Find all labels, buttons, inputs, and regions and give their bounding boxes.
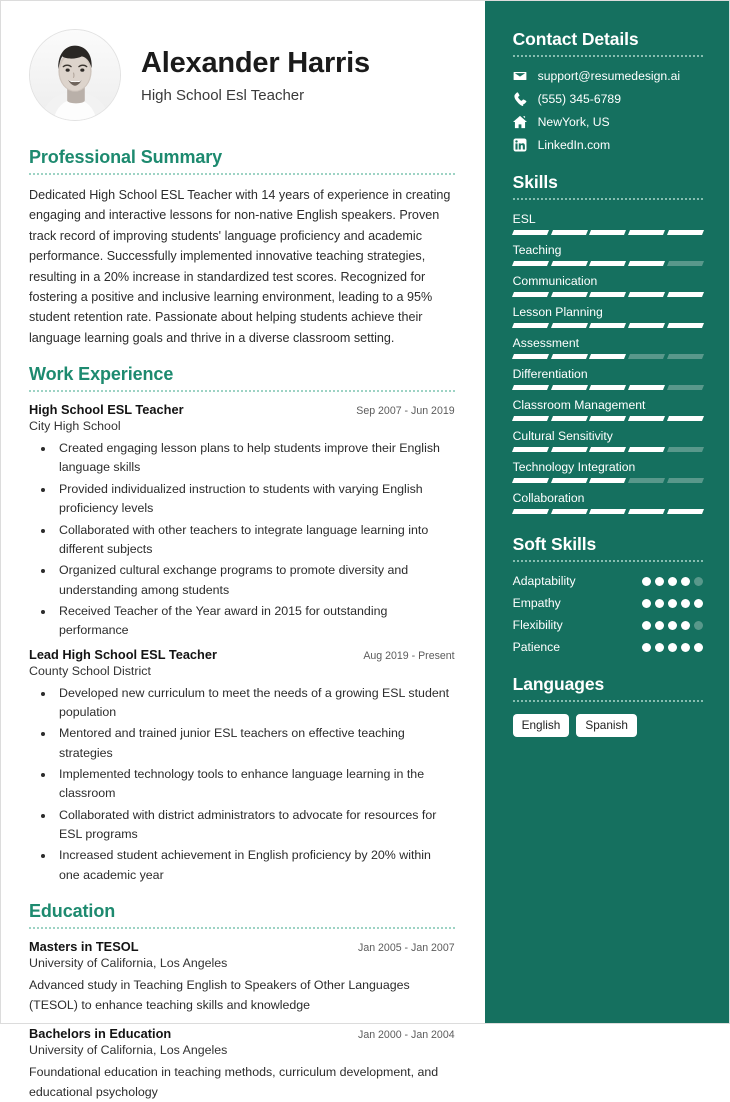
sidebar-section-soft-skills xyxy=(513,534,703,654)
skill-segment xyxy=(512,509,549,514)
skill-segment xyxy=(667,261,704,266)
page-title: Alexander Harris xyxy=(141,47,370,80)
skill-segment xyxy=(589,385,626,390)
language-list xyxy=(513,714,703,737)
education-entry-list xyxy=(29,939,455,1102)
skill-segment xyxy=(589,230,626,235)
work-entry xyxy=(29,647,455,885)
soft-skill-rating xyxy=(642,599,703,608)
skill-label: ESL xyxy=(512,212,536,226)
skill-segment xyxy=(628,354,665,359)
skill-segment xyxy=(628,478,665,483)
skill-row xyxy=(513,274,703,297)
skill-row xyxy=(513,336,703,359)
soft-skill-dot xyxy=(668,643,677,652)
skill-segment xyxy=(589,509,626,514)
section-heading-work: Work Experience xyxy=(29,364,174,385)
education-degree: Bachelors in Education xyxy=(29,1025,172,1041)
work-bullet: • Received Teacher of the Year award in 2015 for outstanding performance xyxy=(55,602,455,641)
skill-segment xyxy=(550,354,587,359)
skill-segment xyxy=(628,447,665,452)
section-divider xyxy=(29,927,455,929)
skill-level-bar xyxy=(513,447,703,452)
soft-skill-rating xyxy=(642,643,703,652)
section-divider xyxy=(29,173,455,175)
contact-item[interactable] xyxy=(513,138,703,152)
skill-row xyxy=(513,243,703,266)
sidebar-divider xyxy=(513,55,703,57)
skill-row xyxy=(513,429,703,452)
soft-skill-dot xyxy=(694,577,703,586)
soft-skill-row xyxy=(513,574,703,588)
skill-segment xyxy=(550,385,587,390)
section-heading-education: Education xyxy=(29,901,116,921)
skill-segment xyxy=(589,416,626,421)
soft-skill-row xyxy=(513,596,703,610)
work-bullet: • Organized cultural exchange programs to promote diversity and understanding among students xyxy=(55,561,455,600)
skill-row xyxy=(513,367,703,390)
sidebar-heading-languages: Languages xyxy=(512,674,605,694)
language-chip[interactable]: English xyxy=(513,714,570,737)
soft-skill-dot xyxy=(694,599,703,608)
sidebar-section-contact xyxy=(513,29,703,152)
soft-skill-rating xyxy=(642,577,703,586)
skill-row xyxy=(513,460,703,483)
work-date: Sep 2007 - Jun 2019 xyxy=(356,405,455,418)
education-school: University of California, Los Angeles xyxy=(29,956,228,970)
skill-segment xyxy=(550,230,587,235)
section-divider xyxy=(29,390,455,392)
skill-row xyxy=(513,398,703,421)
soft-skill-dot xyxy=(642,577,651,586)
work-bullet-list xyxy=(29,684,455,885)
skill-label: Technology Integration xyxy=(512,460,636,474)
soft-skill-dot xyxy=(694,643,703,652)
work-role: High School ESL Teacher xyxy=(29,402,184,418)
work-entry-header xyxy=(29,647,455,662)
soft-skill-dot xyxy=(668,577,677,586)
soft-skill-dot xyxy=(642,643,651,652)
section-heading-summary: Professional Summary xyxy=(29,147,223,167)
contact-value: (555) 345-6789 xyxy=(537,92,621,106)
skill-segment xyxy=(628,261,665,266)
education-entry xyxy=(29,1026,455,1102)
skill-level-bar xyxy=(513,509,703,514)
skill-segment xyxy=(667,509,704,514)
skill-segment xyxy=(550,509,587,514)
skill-segment xyxy=(667,416,704,421)
contact-value: LinkedIn.com xyxy=(537,138,611,152)
education-description: Foundational education in teaching methods, curriculum development, and educational psychology xyxy=(29,1064,439,1099)
skill-level-bar xyxy=(513,478,703,483)
soft-skill-dot xyxy=(681,599,690,608)
skill-segment xyxy=(667,447,704,452)
skill-segment xyxy=(550,261,587,266)
skill-level-bar xyxy=(513,230,703,235)
soft-skill-dot xyxy=(655,621,664,630)
skill-segment xyxy=(512,385,549,390)
skill-segment xyxy=(667,354,704,359)
soft-skill-row xyxy=(513,640,703,654)
skill-segment xyxy=(550,478,587,483)
soft-skill-row xyxy=(513,618,703,632)
skill-segment xyxy=(667,323,704,328)
soft-skill-label: Patience xyxy=(512,640,561,654)
skill-segment xyxy=(589,447,626,452)
soft-skill-dot xyxy=(655,643,664,652)
summary-text: Dedicated High School ESL Teacher with 14 years of experience in creating engaging and interactive lessons for non-native English speakers. Proven track record of improving students' language proficiency and academic performance. Successfully implemented innovative teaching strategies, resulting in a 20% increase in standardized test scores. Recognized for fostering a positive and inclusive learning environment, leading to a 95% student retention rate. Passionate about helping students achieve their language learning goals and thrive in a diverse classroom setting. xyxy=(29,188,451,345)
skill-level-bar xyxy=(513,354,703,359)
skill-row xyxy=(513,212,703,235)
skill-segment xyxy=(550,447,587,452)
sidebar-heading-contact: Contact Details xyxy=(512,29,639,49)
contact-list xyxy=(513,69,703,152)
sidebar-section-languages xyxy=(513,674,703,737)
skill-label: Cultural Sensitivity xyxy=(512,429,613,443)
avatar xyxy=(29,29,121,121)
profile-photo-icon xyxy=(30,30,120,120)
work-role: Lead High School ESL Teacher xyxy=(29,646,217,662)
skill-segment xyxy=(589,292,626,297)
education-entry-header xyxy=(29,1026,455,1041)
work-bullet: • Implemented technology tools to enhance language learning in the classroom xyxy=(55,765,455,804)
skill-level-bar xyxy=(513,323,703,328)
contact-value: support@resumedesign.ai xyxy=(537,69,681,83)
skill-segment xyxy=(512,478,549,483)
skill-segment xyxy=(550,416,587,421)
contact-item[interactable] xyxy=(513,92,703,106)
language-chip[interactable]: Spanish xyxy=(576,714,637,737)
contact-item[interactable] xyxy=(513,115,703,129)
skill-segment xyxy=(667,230,704,235)
section-education xyxy=(29,901,455,1102)
education-school: University of California, Los Angeles xyxy=(29,1042,228,1057)
skill-level-bar xyxy=(513,385,703,390)
education-entry-header xyxy=(29,939,455,954)
soft-skill-dot xyxy=(642,599,651,608)
phone-icon xyxy=(513,92,527,106)
work-bullet-list xyxy=(29,439,455,640)
skill-segment xyxy=(628,230,665,235)
work-entry-header xyxy=(29,402,455,417)
sidebar-heading-soft-skills: Soft Skills xyxy=(512,534,597,554)
skill-segment xyxy=(667,478,704,483)
name-block xyxy=(141,46,370,104)
skill-segment xyxy=(512,323,549,328)
work-entry xyxy=(29,402,455,640)
skill-segment xyxy=(628,323,665,328)
skill-segment xyxy=(589,261,626,266)
skill-segment xyxy=(667,385,704,390)
contact-item[interactable] xyxy=(513,69,703,83)
skill-segment xyxy=(589,478,626,483)
home-icon xyxy=(513,115,527,129)
envelope-icon xyxy=(513,69,527,83)
soft-skill-dot xyxy=(642,621,651,630)
skill-segment xyxy=(589,323,626,328)
skill-segment xyxy=(512,416,549,421)
education-degree: Masters in TESOL xyxy=(29,939,139,954)
work-bullet: • Mentored and trained junior ESL teachers on effective teaching strategies xyxy=(55,724,455,763)
skill-level-bar xyxy=(513,416,703,421)
section-work-experience xyxy=(29,364,455,885)
skill-label: Collaboration xyxy=(512,491,585,505)
soft-skill-dot xyxy=(681,643,690,652)
work-bullet: • Collaborated with district administrators to advocate for resources for ESL programs xyxy=(55,806,455,845)
work-bullet: • Increased student achievement in English proficiency by 20% within one academic year xyxy=(55,846,455,885)
sidebar xyxy=(485,1,729,1023)
soft-skill-label: Empathy xyxy=(512,596,561,610)
skill-row xyxy=(513,305,703,328)
linkedin-icon xyxy=(513,138,527,152)
job-title: High School Esl Teacher xyxy=(141,86,305,104)
soft-skill-dot xyxy=(668,621,677,630)
main-column xyxy=(1,1,485,1099)
skill-label: Communication xyxy=(512,274,598,288)
work-organization: City High School xyxy=(29,419,121,434)
section-professional-summary xyxy=(29,147,455,348)
sidebar-divider xyxy=(513,560,703,562)
soft-skill-dot xyxy=(681,577,690,586)
soft-skill-dot xyxy=(655,577,664,586)
contact-value: NewYork, US xyxy=(537,115,610,129)
skill-segment xyxy=(512,292,549,297)
resume-header xyxy=(29,23,455,147)
sidebar-section-skills xyxy=(513,172,703,514)
work-entry-list xyxy=(29,402,455,885)
sidebar-heading-skills: Skills xyxy=(512,172,558,192)
skill-level-bar xyxy=(513,292,703,297)
education-date: Jan 2005 - Jan 2007 xyxy=(358,942,455,954)
soft-skill-dot xyxy=(694,621,703,630)
skill-segment xyxy=(628,509,665,514)
work-organization: County School District xyxy=(29,663,151,678)
soft-skill-dot xyxy=(655,599,664,608)
skill-segment xyxy=(589,354,626,359)
skill-segment xyxy=(550,323,587,328)
work-bullet: • Provided individualized instruction to students with varying English proficiency levels xyxy=(55,480,455,519)
work-bullet: • Collaborated with other teachers to integrate language learning into different subjects xyxy=(55,521,455,560)
soft-skill-rating xyxy=(642,621,703,630)
skill-level-bar xyxy=(513,261,703,266)
skill-segment xyxy=(628,385,665,390)
sidebar-divider xyxy=(513,198,703,200)
work-date: Aug 2019 - Present xyxy=(363,649,455,662)
skill-label: Classroom Management xyxy=(512,398,646,412)
skill-segment xyxy=(628,416,665,421)
skill-label: Assessment xyxy=(512,336,580,350)
soft-skills-list xyxy=(513,574,703,654)
skill-label: Differentiation xyxy=(512,367,588,381)
skill-label: Teaching xyxy=(512,243,562,257)
skill-row xyxy=(513,491,703,514)
skill-label: Lesson Planning xyxy=(512,305,603,319)
work-bullet: • Created engaging lesson plans to help students improve their English language skills xyxy=(55,439,455,478)
skill-segment xyxy=(512,261,549,266)
work-bullet: • Developed new curriculum to meet the needs of a growing ESL student population xyxy=(55,684,455,723)
skill-segment xyxy=(512,447,549,452)
soft-skill-dot xyxy=(681,621,690,630)
education-description: Advanced study in Teaching English to Speakers of Other Languages (TESOL) to enhance teaching skills and knowledge xyxy=(29,978,410,1012)
skill-segment xyxy=(550,292,587,297)
education-date: Jan 2000 - Jan 2004 xyxy=(358,1028,455,1041)
skill-segment xyxy=(512,230,549,235)
skill-segment xyxy=(667,292,704,297)
education-entry xyxy=(29,939,455,1016)
soft-skill-label: Adaptability xyxy=(512,574,576,588)
sidebar-divider xyxy=(513,700,703,702)
skills-list xyxy=(513,212,703,514)
soft-skill-label: Flexibility xyxy=(512,618,563,632)
skill-segment xyxy=(512,354,549,359)
soft-skill-dot xyxy=(668,599,677,608)
skill-segment xyxy=(628,292,665,297)
